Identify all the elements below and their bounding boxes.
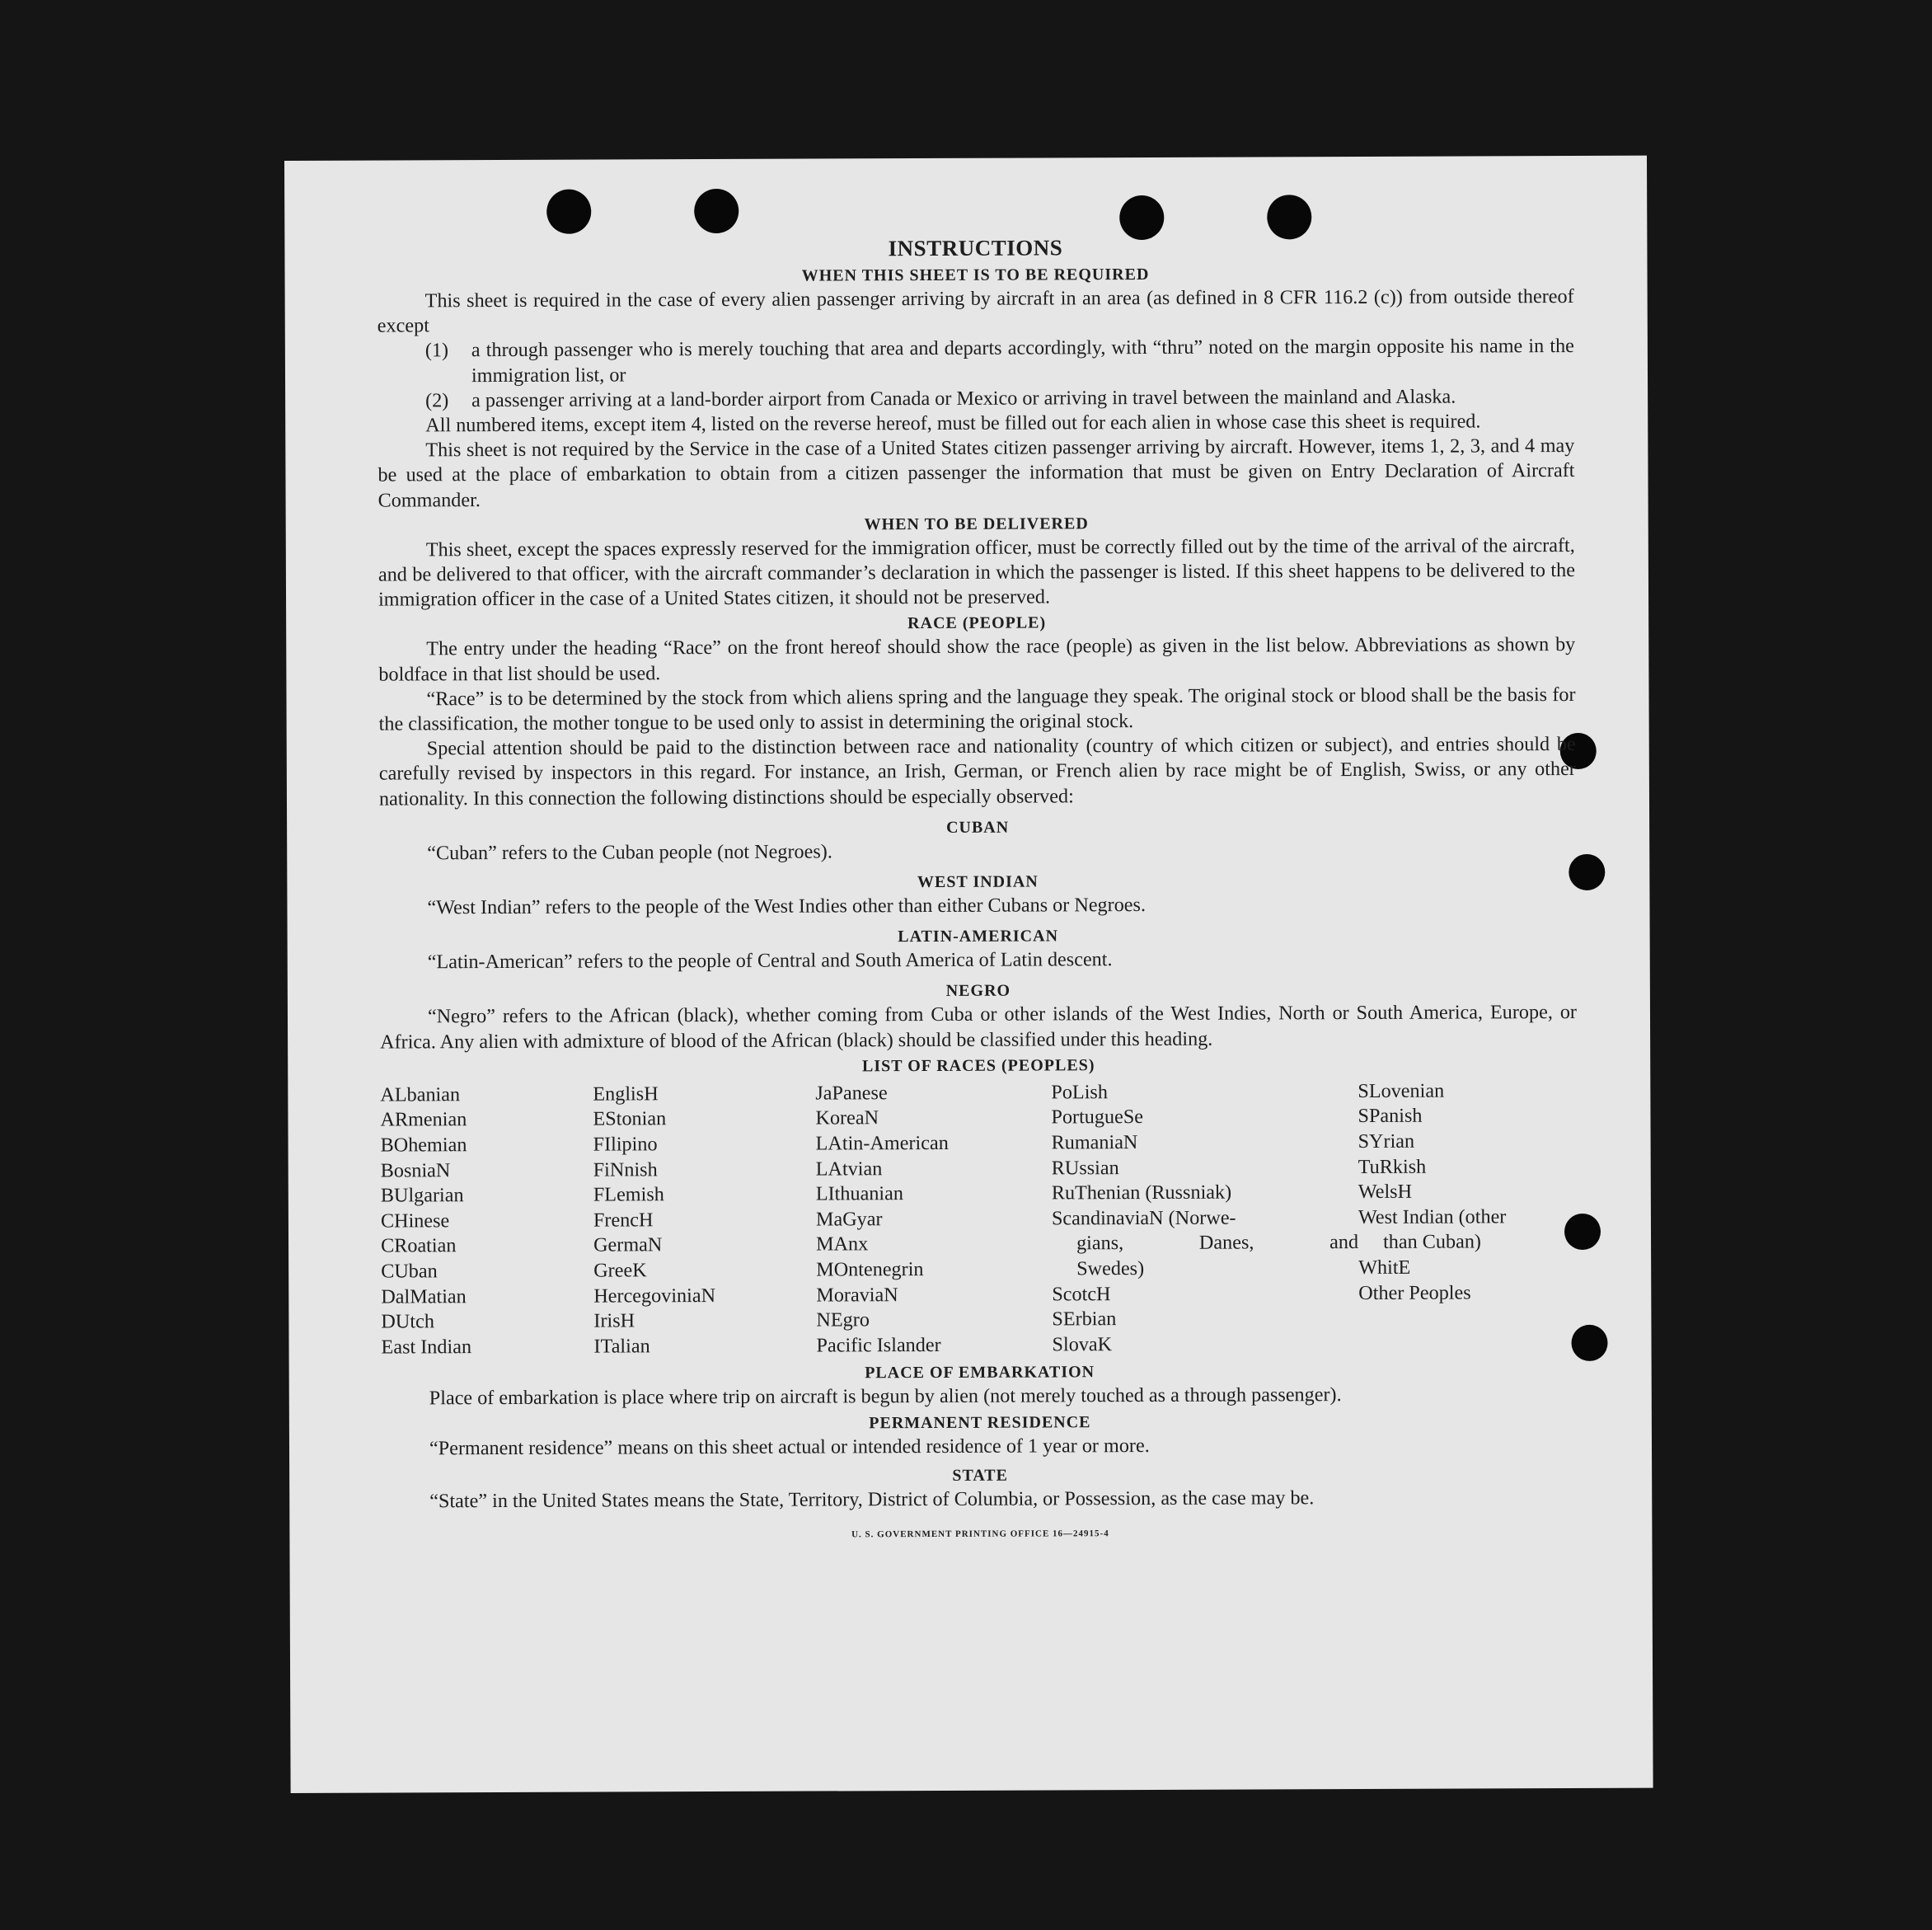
permanent-residence-definition: “Permanent residence” means on this sheet actual or intended residence of 1 year or more.: [429, 1434, 1150, 1459]
list-item: MaGyar: [815, 1208, 883, 1231]
list-item: SErbian: [1052, 1308, 1117, 1331]
list-item: JaPanese: [815, 1082, 888, 1105]
item-number: (2): [425, 389, 449, 412]
list-item: ScandinaviaN (Norwe-: [1051, 1206, 1236, 1230]
section-heading-cuban: CUBAN: [946, 818, 1010, 837]
section-heading-negro: NEGRO: [945, 982, 1011, 1001]
section-heading-permanent-residence: PERMANENT RESIDENCE: [869, 1412, 1091, 1432]
list-item: MoraviaN: [816, 1283, 898, 1307]
list-item: SYrian: [1358, 1129, 1415, 1153]
race-paragraph-1: The entry under the heading “Race” on the front hereof should show the race (people) as given in the list below. Abbreviations as shown by boldface in that list should be used.: [378, 633, 1576, 686]
races-column-1: [380, 1082, 593, 1360]
item-number: (1): [424, 339, 449, 362]
list-item: SPanish: [1358, 1105, 1423, 1128]
list-item: SlovaK: [1052, 1332, 1113, 1356]
list-item: Swedes): [1076, 1257, 1145, 1280]
instruction-sheet: [284, 156, 1653, 1793]
list-item: DUtch: [381, 1310, 434, 1333]
negro-definition: “Negro” refers to the African (black), whether coming from Cuba or other islands of the West Indies, North or South America, Europe, or Africa. Any alien with admixture of blood of the African (black) should be classified under this heading.: [380, 1001, 1578, 1054]
list-item: EStonian: [593, 1107, 667, 1131]
section-heading-state: STATE: [952, 1466, 1008, 1485]
list-item: CRoatian: [381, 1234, 457, 1257]
state-definition: “State” in the United States means the State, Territory, District of Columbia, or Possession, as the case may be.: [429, 1486, 1315, 1513]
west-indian-definition: “West Indian” refers to the people of the West Indies other than either Cubans or Negroes.: [427, 894, 1147, 919]
list-item: IrisH: [593, 1309, 635, 1332]
list-item: CUban: [381, 1260, 438, 1283]
printing-office-footer: U. S. GOVERNMENT PRINTING OFFICE 16—24915-4: [851, 1529, 1109, 1540]
list-item: BosniaN: [380, 1158, 451, 1182]
latin-american-definition: “Latin-American” refers to the people of Central and South America of Latin descent.: [427, 948, 1113, 974]
races-column-5: [1358, 1078, 1578, 1357]
list-item: East Indian: [381, 1335, 472, 1359]
punch-hole: [546, 190, 591, 234]
list-item: KoreaN: [815, 1106, 879, 1130]
list-item: LAtvian: [815, 1157, 883, 1181]
list-item: GreeK: [593, 1259, 647, 1282]
list-item: DalMatian: [381, 1284, 467, 1308]
embarkation-definition: Place of embarkation is place where trip on aircraft is begun by alien (not merely touched as a through passenger).: [429, 1383, 1342, 1410]
list-item: TuRkish: [1358, 1155, 1427, 1178]
section-heading-embarkation: PLACE OF EMBARKATION: [865, 1363, 1095, 1383]
list-item: than Cuban): [1382, 1230, 1482, 1254]
list-item: WhitE: [1358, 1256, 1411, 1280]
list-item: gians, Danes, and: [1076, 1231, 1359, 1255]
punch-hole: [694, 189, 739, 233]
list-item: MAnx: [816, 1233, 869, 1256]
list-item: FIlipino: [593, 1133, 658, 1156]
delivery-paragraph: This sheet, except the spaces expressly reserved for the immigration officer, must be correctly filled out by the time of the arrival of the aircraft, and be delivered to that officer, with the aircraft commander’s declaration in which the passenger is listed. If this sheet happens to be delivered to the immigration officer in the case of a United States citizen, it should not be preserved.: [377, 533, 1575, 611]
list-item: LIthuanian: [815, 1182, 903, 1205]
item-text: a passenger arriving at a land-border airport from Canada or Mexico or arriving in travel between the mainland and Alaska.: [471, 385, 1456, 411]
numbered-items-paragraph: All numbered items, except item 4, listed on the reverse hereof, must be filled out for each alien in whose case this sheet is required.: [425, 410, 1481, 437]
list-item: ITalian: [593, 1335, 650, 1358]
list-item: RumaniaN: [1051, 1131, 1138, 1154]
list-item: WelsH: [1358, 1181, 1413, 1204]
races-list: [380, 1078, 1578, 1360]
list-item: RUssian: [1051, 1156, 1119, 1180]
cuban-definition: “Cuban” refers to the Cuban people (not Negroes).: [427, 840, 832, 865]
races-column-3: [815, 1080, 1052, 1359]
section-heading-required: WHEN THIS SHEET IS TO BE REQUIRED: [801, 265, 1150, 285]
list-item: FrencH: [593, 1209, 654, 1232]
list-item: West Indian (other: [1358, 1205, 1507, 1228]
list-item: ALbanian: [380, 1083, 461, 1106]
section-heading-list-of-races: LIST OF RACES (PEOPLES): [861, 1056, 1095, 1076]
list-item: Pacific Islander: [816, 1333, 941, 1357]
list-item: FLemish: [593, 1183, 664, 1206]
section-heading-delivered: WHEN TO BE DELIVERED: [864, 514, 1089, 534]
document-title: INSTRUCTIONS: [888, 235, 1063, 261]
list-item: MOntenegrin: [816, 1258, 924, 1281]
section-heading-west-indian: WEST INDIAN: [917, 872, 1039, 892]
list-item: ScotcH: [1052, 1282, 1111, 1306]
list-item: GermaN: [593, 1233, 663, 1257]
list-item: LAtin-American: [815, 1131, 949, 1155]
list-item: BUlgarian: [380, 1184, 464, 1207]
exception-item-1: [377, 334, 1574, 388]
list-item: NEgro: [816, 1308, 870, 1331]
list-item: SLovenian: [1358, 1079, 1445, 1102]
races-column-4: [1051, 1079, 1358, 1358]
list-item: EnglisH: [593, 1082, 659, 1106]
list-item: CHinese: [380, 1209, 450, 1233]
list-item: Other Peoples: [1358, 1281, 1471, 1304]
item-text: a through passenger who is merely touching that area and departs accordingly, with “thru” noted on the margin opposite his name in the immigration list, or: [471, 335, 1574, 387]
list-item: PoLish: [1051, 1081, 1108, 1104]
instructions-body: [377, 232, 1578, 1549]
section-heading-race: RACE (PEOPLE): [907, 613, 1047, 633]
race-paragraph-3: Special attention should be paid to the distinction between race and nationality (country of which citizen or subject), and entries should be carefully revised by inspectors in this regard. For instance, an Irish, German, or French alien by race might be of English, Swiss, or any other nationality. In this connection the following distinctions should be especially observed:: [378, 733, 1576, 810]
list-item: FiNnish: [593, 1158, 658, 1181]
required-paragraph: This sheet is required in the case of every alien passenger arriving by aircraft in an area (as defined in 8 CFR 116.2 (c)) from outside thereof except: [377, 284, 1574, 337]
race-paragraph-2: “Race” is to be determined by the stock from which aliens spring and the language they speak. The original stock or blood shall be the basis for the classification, the mother tongue to be used only to assist in determining the original stock.: [378, 683, 1576, 735]
citizen-paragraph: This sheet is not required by the Service in the case of a United States citizen passenger arriving by aircraft. However, items 1, 2, 3, and 4 may be used at the place of embarkation to obtain from a citizen passenger the information that must be given on Entry Declaration of Aircraft Commander.: [377, 434, 1575, 512]
list-item: PortugueSe: [1051, 1106, 1144, 1129]
list-item: BOhemian: [380, 1134, 467, 1157]
list-item: ARmenian: [380, 1108, 467, 1132]
races-column-2: [593, 1081, 816, 1359]
list-item: RuThenian (Russniak): [1051, 1181, 1232, 1204]
list-item: HercegoviniaN: [593, 1284, 716, 1308]
section-heading-latin-american: LATIN-AMERICAN: [898, 927, 1059, 946]
